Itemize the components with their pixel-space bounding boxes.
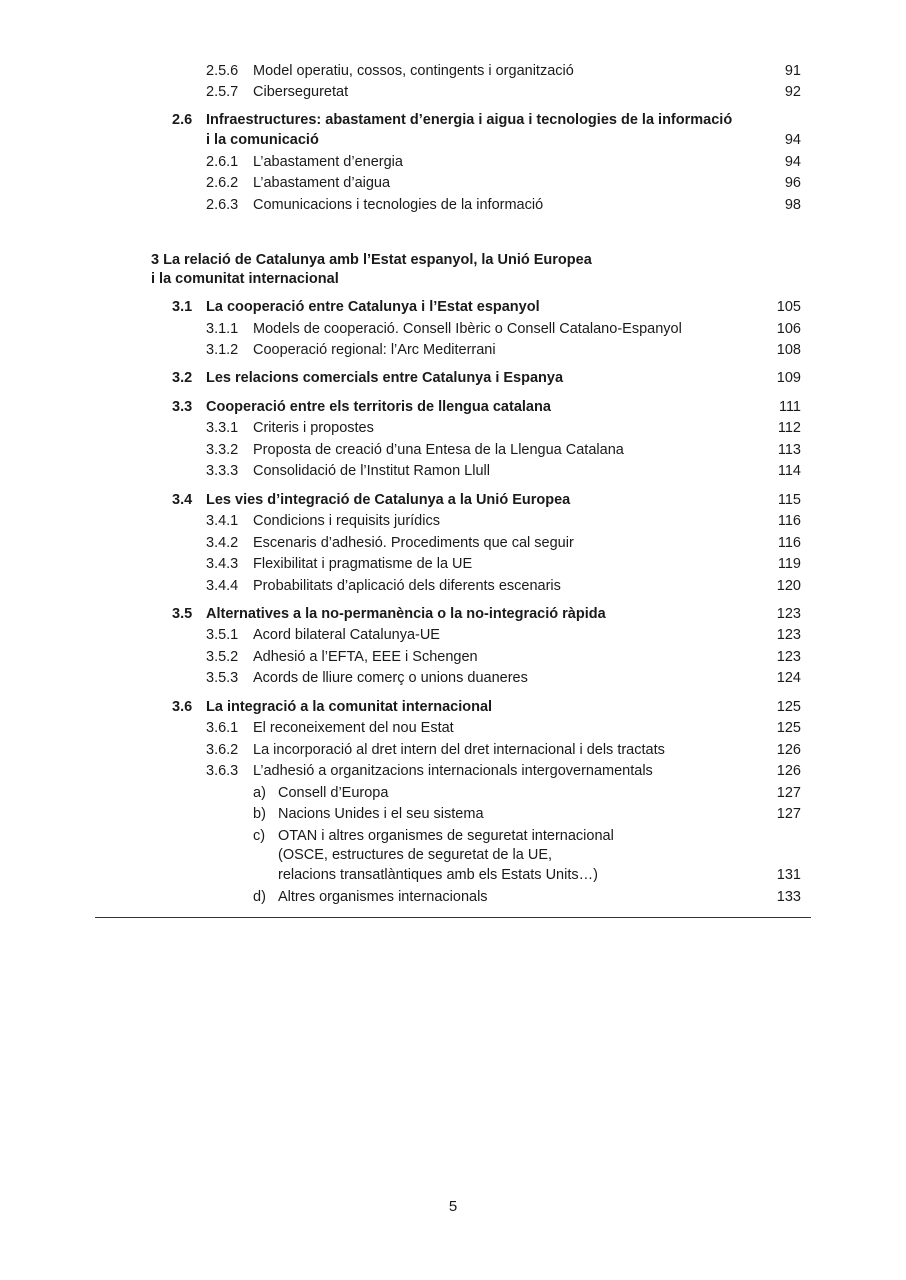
toc-entry	[0, 173, 906, 193]
toc-entry-title: Nacions Unides i el seu sistema	[278, 806, 484, 822]
toc-entry-number: 2.5.6	[206, 63, 239, 79]
toc-entry-number: a)	[253, 785, 266, 801]
toc-entry	[0, 461, 906, 481]
toc-entry	[0, 887, 906, 907]
toc-entry-page: 94	[784, 132, 801, 148]
toc-entry-title: Ciberseguretat	[253, 84, 349, 100]
toc-entry-title: i la comunicació	[206, 132, 319, 148]
toc-entry	[0, 319, 906, 339]
toc-entry-title: Acords de lliure comerç o unions duaneres	[253, 670, 528, 686]
toc-entry-page: 125	[776, 720, 801, 736]
toc-entry-page: 119	[777, 556, 801, 572]
toc-entry-title: Consell d’Europa	[278, 785, 389, 801]
toc-entry	[0, 340, 906, 360]
toc-entry	[0, 297, 906, 317]
toc-entry-title: Escenaris d’adhesió. Procediments que cal seguir	[253, 535, 574, 551]
toc-entry	[0, 804, 906, 824]
toc-entry-number: 2.5.7	[206, 84, 239, 100]
toc-entry-number: d)	[253, 889, 266, 905]
toc-entry-number: 3.6.1	[206, 720, 239, 736]
toc-entry-page: 120	[776, 578, 801, 594]
toc-entry	[0, 576, 906, 596]
toc-entry-title: Comunicacions i tecnologies de la informació	[253, 197, 544, 213]
toc-entry-title: Cooperació entre els territoris de llengua catalana	[206, 399, 551, 415]
toc-entry-title: Adhesió a l’EFTA, EEE i Schengen	[253, 649, 478, 665]
toc-entry-page: 109	[776, 370, 801, 386]
toc-entry-page: 106	[776, 321, 801, 337]
toc-entry-page: 123	[776, 649, 801, 665]
toc-entry	[0, 397, 906, 417]
toc-entry-number: 3.6.3	[206, 763, 239, 779]
toc-entry	[0, 152, 906, 172]
toc-entry-page: 98	[784, 197, 801, 213]
toc-entry-number: 3.5.1	[206, 627, 239, 643]
toc-entry-title: Altres organismes internacionals	[278, 889, 488, 905]
toc-entry-number: 3.4	[172, 492, 193, 508]
toc-entry-page: 116	[777, 513, 801, 529]
toc-entry-title: Consolidació de l’Institut Ramon Llull	[253, 463, 490, 479]
toc-entry	[0, 826, 906, 846]
toc-entry-number: 3.5	[172, 606, 193, 622]
toc-entry	[0, 668, 906, 688]
toc-entry-title: L’adhesió a organitzacions internacionals intergovernamentals	[253, 763, 653, 779]
toc-entry-page: 123	[776, 606, 801, 622]
toc-entry-page: 111	[778, 399, 801, 415]
toc-entry	[0, 647, 906, 667]
toc-entry-page: 113	[777, 442, 801, 458]
toc-entry	[0, 697, 906, 717]
toc-entry-title: Models de cooperació. Consell Ibèric o Consell Catalano-Espanyol	[253, 321, 682, 337]
toc-entry	[0, 783, 906, 803]
toc-entry	[0, 130, 906, 150]
toc-entry-title: Acord bilateral Catalunya-UE	[253, 627, 440, 643]
toc-entry	[0, 269, 906, 289]
toc-entry	[0, 82, 906, 102]
toc-entry	[0, 604, 906, 624]
toc-entry	[0, 418, 906, 438]
toc-entry-number: 3.4.4	[206, 578, 239, 594]
toc-entry-title: Alternatives a la no-permanència o la no-integració ràpida	[206, 606, 606, 622]
toc-entry-title: i la comunitat internacional	[151, 271, 339, 287]
toc-entry-title: La incorporació al dret intern del dret internacional i dels tractats	[253, 742, 665, 758]
toc-entry	[0, 440, 906, 460]
toc-entry-page: 96	[784, 175, 801, 191]
toc-entry-page: 114	[777, 463, 801, 479]
toc-entry-title: Les vies d’integració de Catalunya a la Unió Europea	[206, 492, 571, 508]
toc-entry-page: 123	[776, 627, 801, 643]
toc-entry	[0, 554, 906, 574]
toc-entry-page: 127	[776, 785, 801, 801]
toc-entry-number: 3.5.3	[206, 670, 239, 686]
toc-entry	[0, 61, 906, 81]
toc-entry-title: L’abastament d’energia	[253, 154, 403, 170]
toc-entry	[0, 533, 906, 553]
toc-entry-title: Cooperació regional: l’Arc Mediterrani	[253, 342, 496, 358]
toc-entry-page: 94	[784, 154, 801, 170]
toc-entry-title: Flexibilitat i pragmatisme de la UE	[253, 556, 473, 572]
toc-entry-page: 92	[784, 84, 801, 100]
toc-entry-number: 3.3.1	[206, 420, 239, 436]
toc-entry-number: 3.4.3	[206, 556, 239, 572]
toc-entry-page: 116	[777, 535, 801, 551]
toc-entry-number: 2.6	[172, 112, 193, 128]
toc-entry-page: 124	[776, 670, 801, 686]
toc-entry-title: L’abastament d’aigua	[253, 175, 391, 191]
toc-entry-title: El reconeixement del nou Estat	[253, 720, 454, 736]
toc-entry	[0, 490, 906, 510]
toc-entry-number: 3.6	[172, 699, 193, 715]
toc-entry-page: 108	[776, 342, 801, 358]
toc-entry-title: Proposta de creació d’una Entesa de la Llengua Catalana	[253, 442, 624, 458]
toc-entry	[0, 110, 906, 130]
toc-entry-number: 3.3.2	[206, 442, 239, 458]
toc-entry-number: 3.1.1	[206, 321, 239, 337]
toc-entry-page: 91	[784, 63, 801, 79]
toc-entry	[0, 250, 906, 270]
page-number: 5	[448, 1198, 458, 1215]
toc-entry-number: c)	[253, 828, 266, 844]
toc-entry-page: 125	[776, 699, 801, 715]
toc-entry-number: 3.2	[172, 370, 193, 386]
toc-entry-title: Probabilitats d’aplicació dels diferents escenaris	[253, 578, 561, 594]
toc-entry-title: (OSCE, estructures de seguretat de la UE,	[278, 847, 553, 863]
toc-entry-number: 2.6.3	[206, 197, 239, 213]
toc-entry-page: 115	[777, 492, 801, 508]
toc-entry-number: 3.5.2	[206, 649, 239, 665]
bottom-rule	[95, 917, 811, 918]
toc-entry-title: La integració a la comunitat internacional	[206, 699, 493, 715]
toc-entry-title: Model operatiu, cossos, contingents i organització	[253, 63, 574, 79]
toc-entry-number: 3.6.2	[206, 742, 239, 758]
toc-entry-number: 3.4.2	[206, 535, 239, 551]
toc-entry-number: b)	[253, 806, 266, 822]
toc-entry-page: 133	[776, 889, 801, 905]
toc-entry	[0, 195, 906, 215]
toc-entry-number: 3.1	[172, 299, 193, 315]
toc-entry	[0, 625, 906, 645]
toc-entry-number: 2.6.1	[206, 154, 239, 170]
toc-entry-page: 126	[776, 742, 801, 758]
toc-entry-number: 3.4.1	[206, 513, 239, 529]
toc-entry	[0, 865, 906, 885]
toc-entry	[0, 761, 906, 781]
toc-entry-page: 131	[776, 867, 801, 883]
toc-entry-title: 3 La relació de Catalunya amb l’Estat espanyol, la Unió Europea	[151, 252, 592, 268]
toc-entry-page: 126	[776, 763, 801, 779]
toc-entry-title: Criteris i propostes	[253, 420, 374, 436]
toc-entry-title: Condicions i requisits jurídics	[253, 513, 440, 529]
toc-entry-page: 105	[776, 299, 801, 315]
toc-entry-number: 3.3	[172, 399, 193, 415]
toc-entry	[0, 511, 906, 531]
toc-entry-number: 3.1.2	[206, 342, 239, 358]
toc-entry	[0, 368, 906, 388]
toc-entry-title: La cooperació entre Catalunya i l’Estat espanyol	[206, 299, 540, 315]
toc-entry-number: 2.6.2	[206, 175, 239, 191]
toc-entry-title: Les relacions comercials entre Catalunya i Espanya	[206, 370, 564, 386]
toc-entry	[0, 845, 906, 865]
toc-entry-number: 3.3.3	[206, 463, 239, 479]
toc-entry	[0, 718, 906, 738]
toc-entry-page: 112	[777, 420, 801, 436]
toc-entry-title: relacions transatlàntiques amb els Estats Units…)	[278, 867, 598, 883]
toc-entry	[0, 740, 906, 760]
toc-entry-title: Infraestructures: abastament d’energia i aigua i tecnologies de la informació	[206, 112, 733, 128]
toc-entry-title: OTAN i altres organismes de seguretat internacional	[278, 828, 614, 844]
toc-entry-page: 127	[776, 806, 801, 822]
